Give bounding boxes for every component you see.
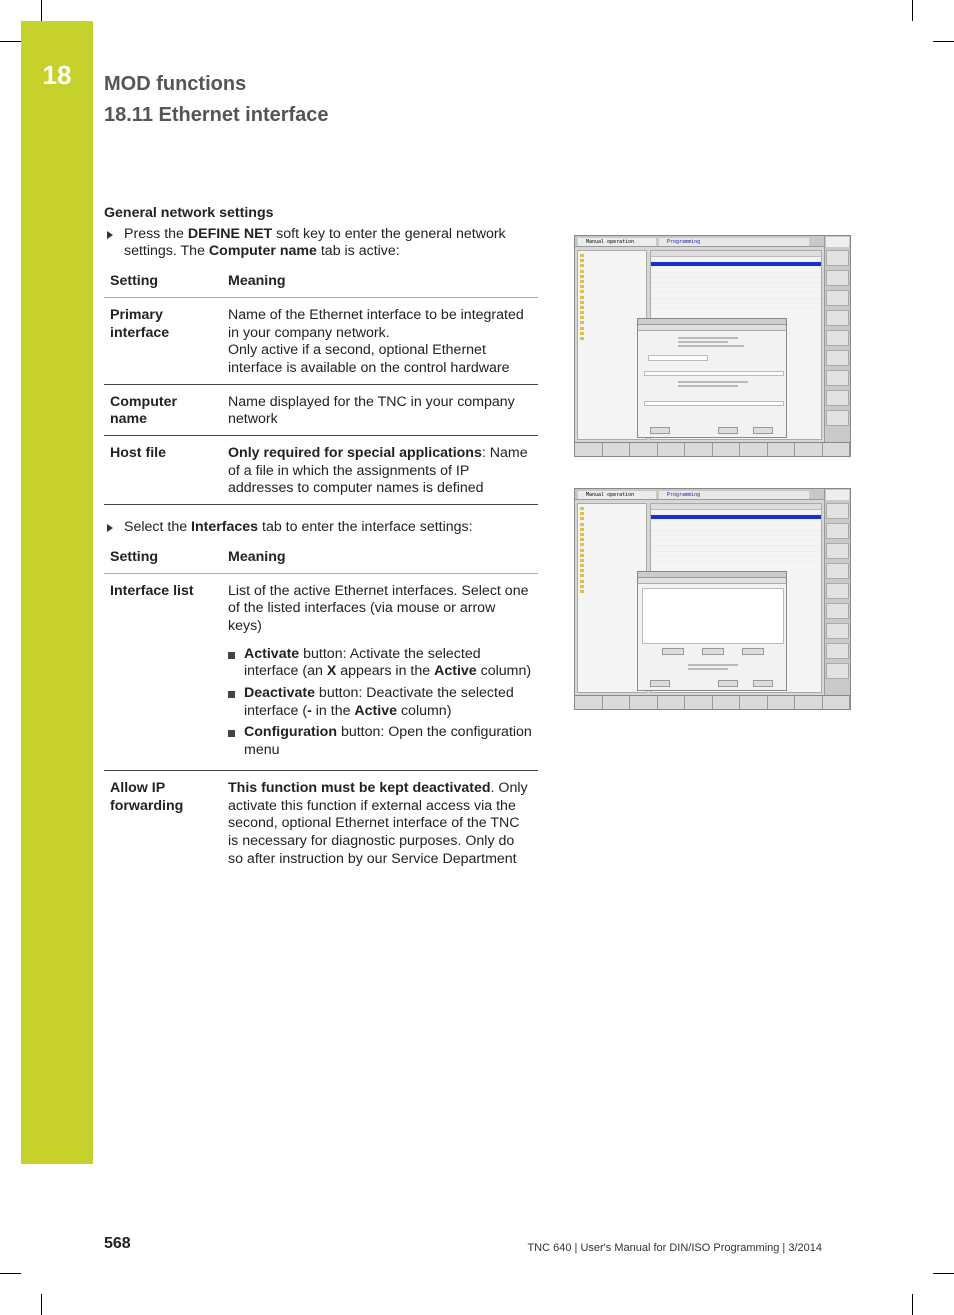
table-row: Primary interface Name of the Ethernet interface to be integrated in your company network. Only active if a second, optional Ethernet interface is available on the control hardware	[104, 297, 538, 384]
subheading: General network settings	[104, 205, 274, 221]
crop-mark	[0, 1273, 21, 1274]
main-content	[104, 205, 538, 888]
table-row: Host file Only required for special applications: Name of a file in which the assignments of IP addresses to computer names is defined	[104, 436, 538, 505]
arrow-icon	[107, 231, 113, 239]
tab-name: Computer name	[208, 243, 317, 260]
mode-programming: Programming	[659, 491, 809, 499]
side-softkeys	[824, 236, 850, 444]
arrow-icon	[107, 524, 113, 532]
deactivate-button[interactable]	[702, 648, 724, 655]
softkey-row	[575, 442, 850, 456]
softkey-name: DEFINE NET	[187, 225, 273, 242]
side-softkeys	[824, 489, 850, 697]
crop-mark	[41, 0, 42, 21]
chapter-number: 18	[42, 60, 72, 90]
table-header: Setting Meaning	[104, 543, 538, 573]
mode-manual-operation: Manual operation	[578, 491, 656, 499]
cancel-button[interactable]	[753, 427, 773, 434]
bullet-list	[228, 646, 532, 760]
screenshot-interfaces-tab	[574, 488, 851, 710]
table-row: Allow IP forwarding This function must be kept deactivated. Only activate this function if external access via the second, optional Ethernet interface of the TNC is necessary for diagnostic purposes. Only do so after instruction by our Service Department	[110, 779, 528, 867]
ok-button[interactable]	[650, 680, 670, 687]
use-button[interactable]	[718, 427, 738, 434]
mode-manual-operation: Manual operation	[578, 238, 656, 246]
table-row: Interface list List of the active Ethernet interfaces. Select one of the listed interfaces (via mouse or arrow keys) Activate button: Activate the selected interface (an X appears in the Active column) Deactivate button: Deactivate the selected interface (- in the Active column) Configuration button: Open the configuration menu	[104, 573, 538, 770]
instruction-step: Select the Interfaces tab to enter the interface settings:	[104, 519, 538, 537]
list-item: Activate button: Activate the selected interface (an X appears in the Active column)	[228, 646, 532, 681]
table-header: Setting Meaning	[104, 267, 538, 297]
network-settings-dialog	[637, 571, 787, 691]
chapter-title: MOD functions	[104, 73, 247, 95]
activate-button[interactable]	[662, 648, 684, 655]
cancel-button[interactable]	[753, 680, 773, 687]
settings-table-interfaces	[104, 543, 538, 875]
ok-button[interactable]	[650, 427, 670, 434]
section-title: 18.11 Ethernet interface	[104, 104, 329, 126]
instruction-step: Press the DEFINE NET soft key to enter the general network settings. The Computer name tab is active:	[104, 226, 538, 261]
crop-mark	[0, 41, 21, 42]
chapter-band	[21, 21, 93, 1164]
footer-manual-title: TNC 640 | User's Manual for DIN/ISO Programming | 3/2014	[527, 1242, 822, 1254]
softkey-row	[575, 695, 850, 709]
settings-table-computer-name	[104, 267, 538, 505]
table-row: Computer name Name displayed for the TNC in your company network	[104, 384, 538, 435]
crop-mark	[933, 1273, 954, 1274]
mode-programming: Programming	[659, 238, 809, 246]
use-button[interactable]	[718, 680, 738, 687]
list-item: Deactivate button: Deactivate the selected interface (- in the Active column)	[228, 685, 532, 720]
interface-list[interactable]	[642, 588, 784, 644]
tab-name: Interfaces	[191, 519, 259, 536]
crop-mark	[933, 41, 954, 42]
configuration-button[interactable]	[742, 648, 764, 655]
list-item: Configuration button: Open the configuration menu	[228, 724, 532, 759]
crop-mark	[41, 1294, 42, 1315]
crop-mark	[912, 0, 913, 21]
screenshot-computer-name-tab	[574, 235, 851, 457]
page-number: 568	[104, 1235, 131, 1252]
network-settings-dialog	[637, 318, 787, 438]
crop-mark	[912, 1294, 913, 1315]
